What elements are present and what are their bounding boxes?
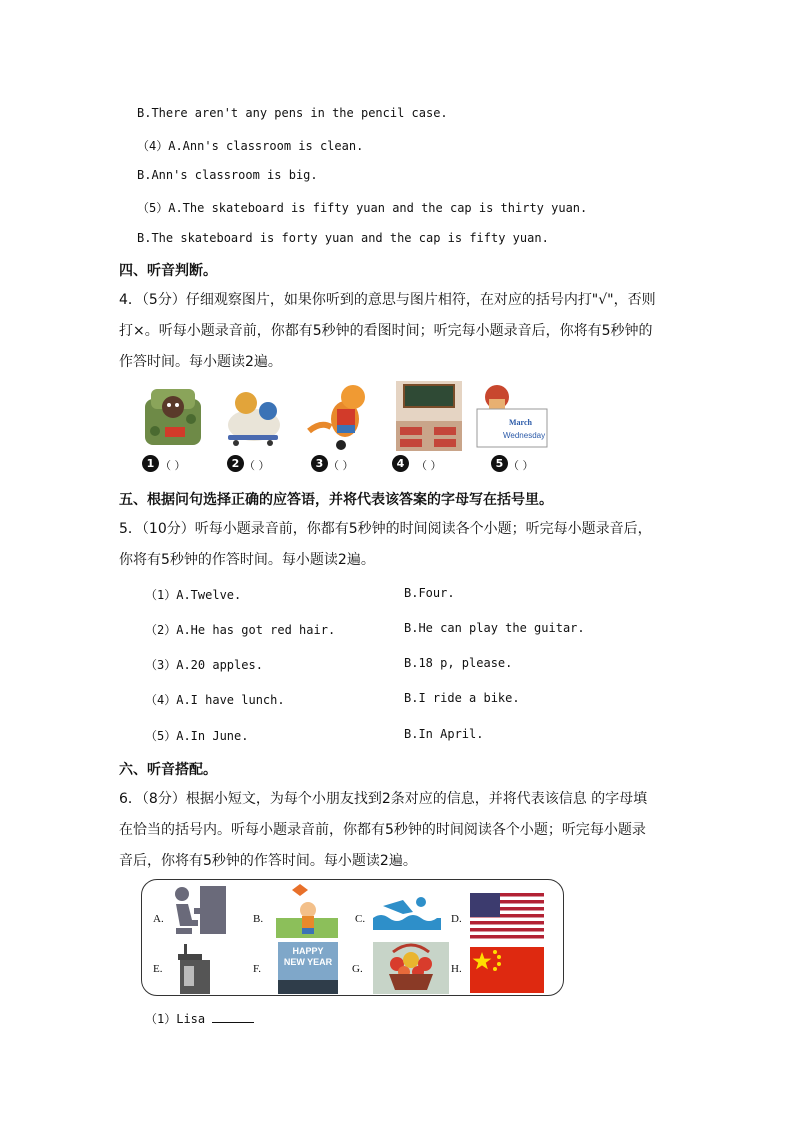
q5-item-5a: （5）A.In June.: [145, 729, 249, 743]
q5-item-1b: B.Four.: [404, 586, 455, 600]
q3-option-4b: B.Ann's classroom is big.: [137, 168, 318, 182]
option-e-letter: E.: [153, 963, 163, 975]
piano-icon: [172, 884, 228, 940]
pic-3-number: 3: [311, 455, 328, 472]
option-f-letter: F.: [253, 963, 261, 975]
q5-item-5b: B.In April.: [404, 727, 484, 741]
q5-item-2b: B.He can play the guitar.: [404, 621, 585, 635]
q3-option-3b: B.There aren't any pens in the pencil case.: [137, 106, 448, 120]
pic-2-number: 2: [227, 455, 244, 472]
q6-answer-1: [145, 1010, 254, 1027]
pic-1-answer[interactable]: （ ）: [160, 459, 186, 472]
option-d-letter: D.: [451, 913, 462, 925]
calendar-day: Wednesday: [503, 431, 546, 440]
q5-item-4a: （4）A.I have lunch.: [145, 693, 285, 707]
new-year-text: HAPPY NEW YEAR: [283, 946, 333, 967]
school-bag-icon: [137, 381, 209, 451]
classroom-icon: [396, 381, 462, 451]
q5-item-3b: B.18 p, please.: [404, 656, 513, 670]
section4-heading: 四、听音判断。: [119, 263, 217, 279]
section5-heading: 五、根据问句选择正确的应答语，并将代表该答案的字母写在括号里。: [119, 492, 553, 508]
option-c-letter: C.: [355, 913, 366, 925]
section6-question: 6．（8分）根据小短文，为每个小朋友找到2条对应的信息，并将代表该信息 的字母填在恰当的括号内。听每小题录音前，你都有5秒钟的时间阅读各个小题；听完每小题录音后，你将有5秒钟的作答时间。每小题读2遍。: [119, 791, 648, 869]
tiger-football-icon: [301, 381, 381, 451]
q3-option-5a: （5）A.The skateboard is fifty yuan and the cap is thirty yuan.: [137, 201, 588, 215]
pic-4-number: 4: [392, 455, 409, 472]
section4-question: 4．（5分）仔细观察图片，如果你听到的意思与图片相符，在对应的括号内打"√"，否则打×。听每小题录音前，你都有5秒钟的看图时间；听完每小题录音后，你将有5秒钟的作答时间。每小题读2遍。: [119, 292, 656, 370]
q3-option-4a: （4）A.Ann's classroom is clean.: [137, 139, 364, 153]
happy-new-year-icon: [278, 942, 338, 994]
pic-1-number: 1: [142, 455, 159, 472]
q3-option-5b: B.The skateboard is forty yuan and the cap is fifty yuan.: [137, 231, 549, 245]
pic-3-answer[interactable]: （ ）: [328, 459, 354, 472]
usa-flag-icon: [470, 893, 544, 943]
option-g-letter: G.: [352, 963, 363, 975]
q6-answer-1-blank[interactable]: [212, 1011, 254, 1023]
pic-2-answer[interactable]: （ ）: [244, 459, 270, 472]
china-flag-icon: [470, 947, 544, 997]
q6-answer-1-label: （1）Lisa: [145, 1012, 206, 1026]
q5-item-1a: （1）A.Twelve.: [145, 588, 242, 602]
section5-question: 5．（10分）听每小题录音前，你都有5秒钟的时间阅读各个小题；听完每小题录音后，你将有5秒钟的作答时间。每小题读2遍。: [119, 521, 652, 568]
section6-heading: 六、听音搭配。: [119, 762, 217, 778]
kite-boy-icon: [276, 882, 338, 942]
q5-item-3a: （3）A.20 apples.: [145, 658, 263, 672]
option-b-letter: B.: [253, 913, 264, 925]
q5-item-4b: B.I ride a bike.: [404, 691, 520, 705]
flower-basket-icon: [373, 942, 449, 998]
calendar-month: March: [509, 418, 532, 427]
drink-can-icon: [176, 944, 216, 998]
calendar-icon: [475, 379, 549, 451]
cat-skateboard-icon: [218, 381, 290, 451]
q5-item-2a: （2）A.He has got red hair.: [145, 623, 336, 637]
option-h-letter: H.: [451, 963, 462, 975]
pic-4-answer[interactable]: （ ）: [416, 459, 442, 472]
pic-5-number: 5: [491, 455, 508, 472]
option-a-letter: A.: [153, 913, 164, 925]
swimming-icon: [373, 892, 441, 934]
pic-5-answer[interactable]: （ ）: [508, 459, 534, 472]
